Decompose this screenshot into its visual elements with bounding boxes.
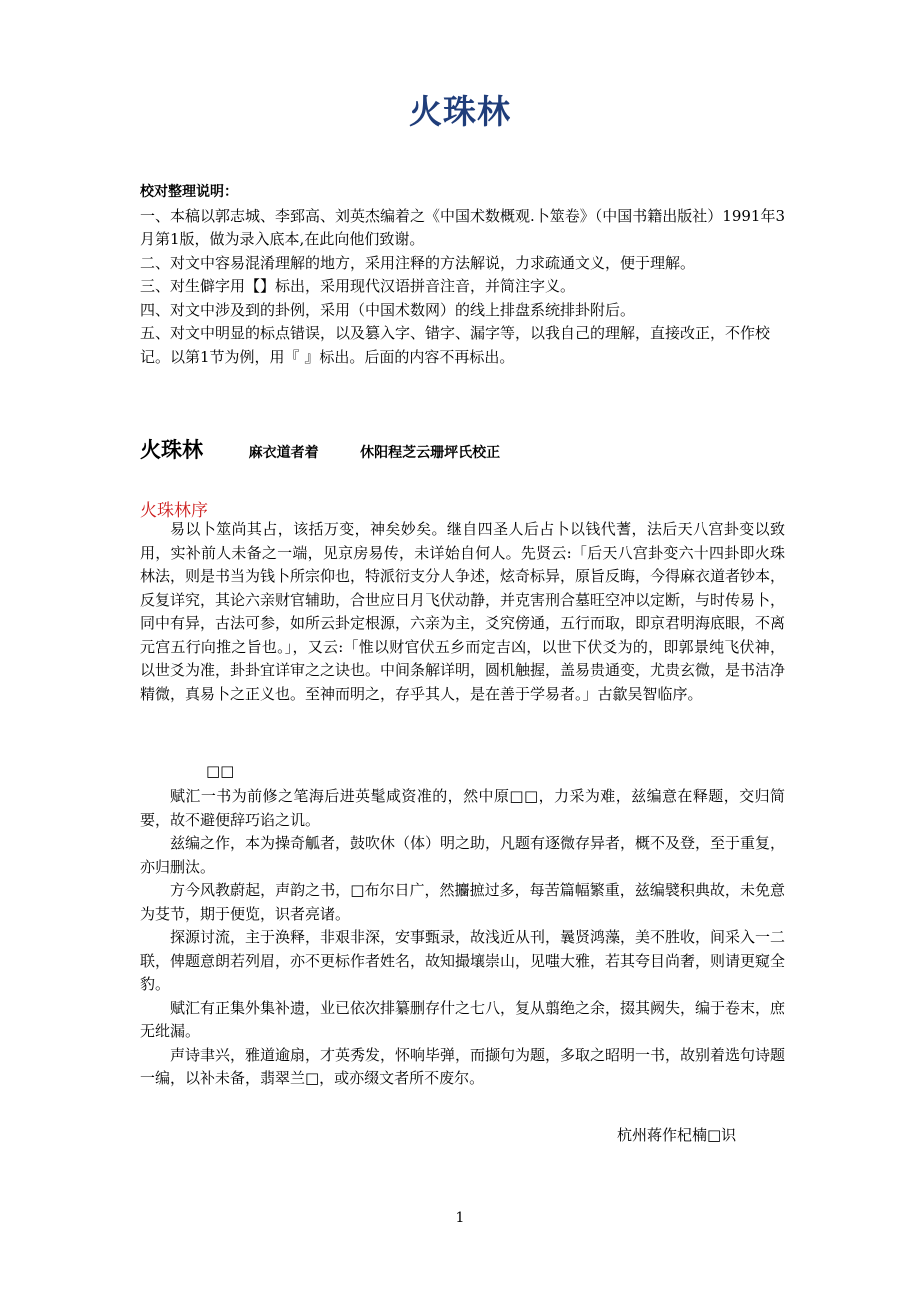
notes-heading: 校对整理说明：	[140, 184, 238, 200]
gloss-paragraph-4: 探源讨流，主于涣释，非艰非深，安事甄录，故浅近从刊，曩贤鸿藻，美不胜收，间采入一二联，俾题意朗若列眉，亦不更标作者姓名，故知撮壤崇山，见嗤大雅，若其夸目尚奢，则请更窥全豹。	[140, 928, 786, 993]
gloss-paragraph-5: 赋汇有正集外集补遗，业已依次排纂删存什之七八，复从翦绝之余，掇其阙失，编于卷末，庶无纰漏。	[140, 998, 786, 1040]
page-number: 1	[455, 1210, 465, 1226]
document-title: 火珠林	[409, 92, 511, 131]
book-editor: 休阳程芝云珊坪氏校正	[360, 445, 501, 461]
notes-item-5: 五、对文中明显的标点错误，以及篡入字、错字、漏字等，以我自己的理解，直接改正，不作校记。以第1节为例，用『 』标出。后面的内容不再标出。	[140, 324, 771, 366]
gloss-paragraph-6: 声诗聿兴，雅道逾扇，才英秀发，怀响毕弹，而撷句为题，多取之昭明一书，故别着选句诗题一编，以补未备，翡翠兰□，或亦缀文者所不废尔。	[140, 1045, 786, 1087]
notes-item-2: 二、对文中容易混淆理解的地方，采用注释的方法解说，力求疏通文义，便于理解。	[140, 253, 696, 272]
notes-item-4: 四、对文中涉及到的卦例，采用（中国术数网）的线上排盘系统排卦附后。	[140, 300, 636, 319]
notes-item-1: 一、本稿以郭志城、李郅高、刘英杰编着之《中国术数概观.卜筮卷》（中国书籍出版社）1991年3月第1版，做为录入底本,在此向他们致谢。	[140, 206, 785, 248]
book-subheading	[140, 434, 800, 464]
missing-characters: □□	[206, 762, 235, 780]
notes-item-3: 三、对生僻字用【】标出，采用现代汉语拼音注音，并简注字义。	[140, 277, 576, 295]
gloss-paragraph-1: 赋汇一书为前修之笔海后进英髦咸资准的，然中原□□，力采为难，兹编意在释题，交归简要，故不避便辞巧谄之讥。	[140, 787, 785, 829]
signature: 杭州蒋作杞楠□识	[617, 1126, 737, 1144]
preface-text: 易以卜筮尚其占，该括万变，神矣妙矣。继自四圣人后占卜以钱代蓍，法后天八宫卦变以致用，实补前人未备之一端，见京房易传，未详始自何人。先贤云:「后天八宫卦变六十四卦即火珠林法，则是书当为钱卜所宗仰也，特派衍支分人争述，炫奇标异，原旨反晦，今得麻衣道者钞本，反复详究，其论六亲财官辅助，合世应日月飞伏动静，并克害刑合墓旺空冲以定断，与时传易卜，同中有异，古法可参，如所云卦定根源，六亲为主，爻究傍通，五行而取，即京君明海底眼，不离元宫五行向推之旨也。」，又云:「惟以财官伏五乡而定吉凶，以世下伏爻为的，即郭景纯飞伏神，以世爻为准，卦卦宜详审之之诀也。中间条解详明，圆机触握，盖易贵通变，尤贵玄微，是书洁净精微，真易卜之正义也。至神而明之，存乎其人，是在善于学易者。」古歙吴智临序。	[140, 520, 786, 703]
preface-body	[140, 518, 785, 706]
gloss-section	[140, 785, 785, 1091]
editing-notes	[140, 181, 785, 369]
gloss-paragraph-2: 兹编之作，本为操奇觚者，鼓吹休（体）明之助，凡题有逐微存异者，概不及登，至于重复，亦归删汰。	[140, 834, 786, 876]
book-author: 麻衣道者着	[248, 445, 319, 461]
book-title: 火珠林	[140, 438, 203, 462]
preface-title: 火珠林序	[140, 501, 208, 521]
gloss-paragraph-3: 方今风教蔚起，声韵之书，□布尔日广，然攟摭过多，每苦篇幅繁重，兹编襞积典故，未免意为芟节，期于便览，识者亮诸。	[140, 881, 785, 923]
